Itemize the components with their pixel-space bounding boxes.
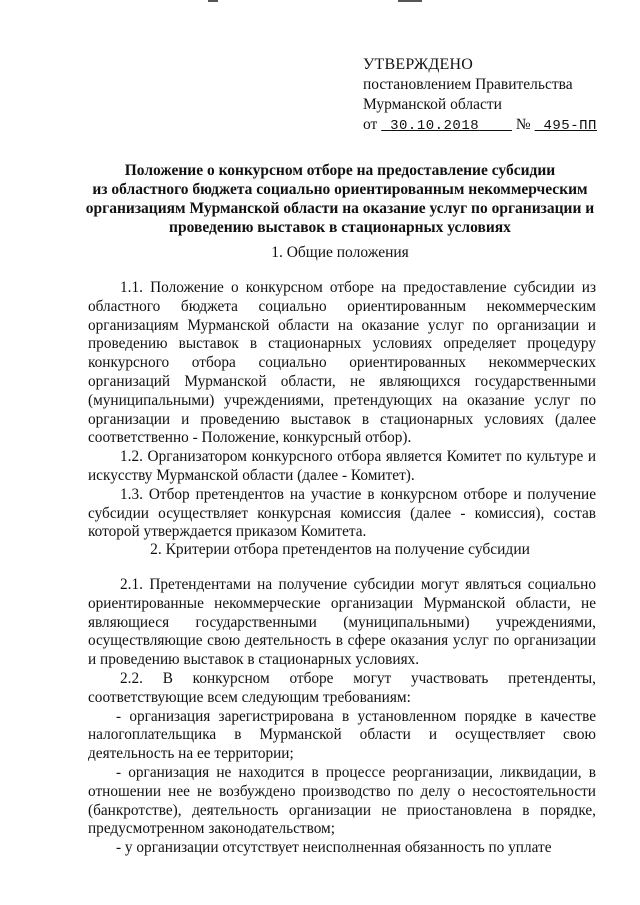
section-1-body — [88, 279, 596, 542]
paragraph-2-2: 2.2. В конкурсном отборе могут участвовать претенденты, соответствующие всем следующим требованиям: — [88, 669, 596, 706]
paragraph-2-1: 2.1. Претендентами на получение субсидии могут являться социально ориентированные некоммерческие организации Мурманской области, не являющиеся государственными (муниципальными) учреждениями, осуществляющие свою деятельность в сфере оказания услуг по организации и проведению выставок в стационарных условиях. — [88, 576, 596, 669]
approval-line: Мурманской области — [363, 96, 502, 113]
requirement-item: - организация зарегистрирована в установленном порядке в качестве налогоплательщика в Мурманской области и осуществляет свою деятельность на ее территории; — [88, 707, 596, 763]
title-line: организациям Мурманской области на оказание услуг по организации и — [85, 200, 595, 217]
approval-number: 495-ПП — [543, 118, 597, 134]
approval-line: постановлением Правительства — [363, 76, 573, 93]
title-line: проведению выставок в стационарных условиях — [169, 219, 511, 236]
title-line: из областного бюджета социально ориентированным некоммерческим — [92, 181, 588, 198]
underline-blank — [488, 116, 512, 131]
approval-date: 30.10.2018 — [390, 118, 480, 134]
section-1-heading: 1. Общие положения — [271, 244, 409, 261]
requirement-item: - у организации отсутствует неисполненная обязанность по уплате — [116, 839, 552, 857]
date-prefix: от — [363, 116, 378, 133]
section-2-heading: 2. Критерии отбора претендентов на получение субсидии — [150, 541, 530, 558]
paragraph-1-3: 1.3. Отбор претендентов на участие в конкурсном отборе и получение субсидии осуществляет конкурсная комиссия (далее - комиссия), состав которой утверждается приказом Комитета. — [88, 485, 596, 541]
approval-heading: УТВЕРЖДЕНО — [363, 56, 474, 73]
paragraph-1-2: 1.2. Организатором конкурсного отбора является Комитет по культуре и искусству Мурманской области (далее - Комитет). — [88, 448, 596, 484]
document-title — [80, 161, 600, 237]
paragraph-1-1: 1.1. Положение о конкурсном отборе на предоставление субсидии из областного бюджета социально ориентированным некоммерческим организациям Мурманской области на оказание услуг по организации и проведению выставок в стационарных условиях определяет процедуру конкурсного отбора социально ориентированных некоммерческих организаций Мурманской области, не являющихся государственными (муниципальными) учреждениями, претендующих на оказание услуг по организации и проведению выставок в стационарных условиях (далее соответственно - Положение, конкурсный отбор). — [88, 279, 596, 447]
requirement-item: - организация не находится в процессе реорганизации, ликвидации, в отношении нее не возбуждено производство по делу о несостоятельности (банкротстве), деятельность организации не приостановлена в порядке, предусмотренном законодательством; — [88, 763, 596, 838]
scan-mark — [208, 0, 218, 2]
approval-block — [363, 55, 603, 136]
approval-date-line — [363, 115, 603, 136]
section-2-body — [88, 576, 596, 858]
title-line: Положение о конкурсном отборе на предоставление субсидии — [124, 162, 556, 179]
number-sign: № — [515, 116, 531, 133]
scan-mark — [398, 0, 422, 2]
